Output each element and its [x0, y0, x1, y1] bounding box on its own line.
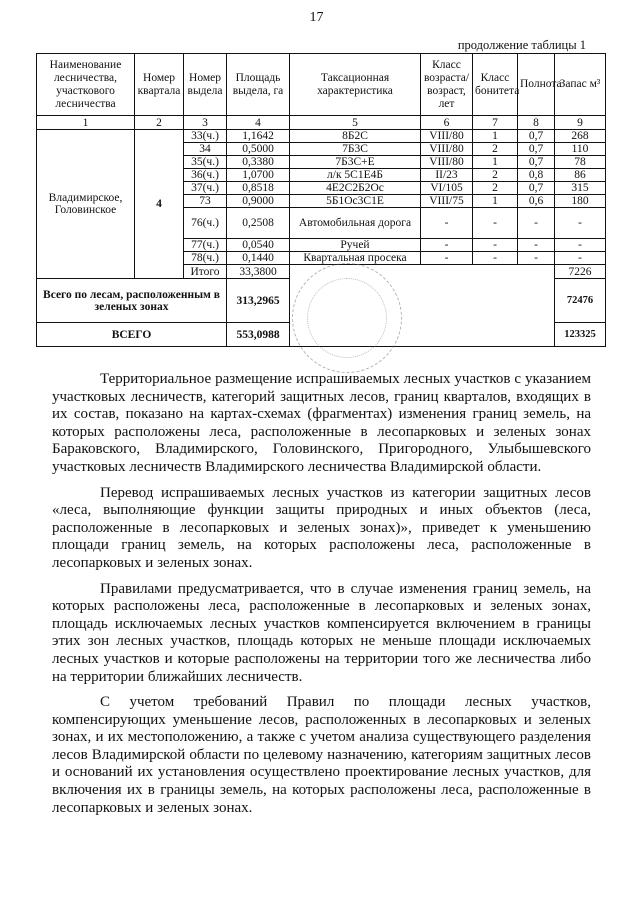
- zapas-cell: 180: [555, 195, 606, 208]
- total-zones-area: 313,2965: [227, 279, 290, 323]
- vydel-cell: 35(ч.): [184, 156, 227, 169]
- taxation-cell: Ручей: [290, 239, 421, 252]
- taxation-cell: 4Е2С2Б2Ос: [290, 182, 421, 195]
- taxation-cell: л/к 5С1Е4Б: [290, 169, 421, 182]
- paragraph: С учетом требований Правил по площади лесных участков, компенсирующих уменьшение лесов, расположенных в лесопарковых и зеленых зонах, и их местоположению, а также с учетом анализа существующего разделения лесов Владимирской области по целевому назначению, категориям защитных лесов и оснований их установления осуществлено проектирование лесных участков, для включения их в границы земель, на которых расположены леса, расположенные в лесопарковых и зеленых зонах.: [52, 694, 591, 816]
- column-number: 6: [421, 116, 473, 130]
- vydel-cell: 76(ч.): [184, 208, 227, 239]
- zapas-cell: 78: [555, 156, 606, 169]
- grand-total-zapas: 123325: [555, 323, 606, 347]
- bonitet-cell: -: [473, 208, 518, 239]
- table-continuation-label: продолжение таблицы 1: [457, 38, 586, 52]
- area-cell: 0,5000: [227, 143, 290, 156]
- header-taxation: Таксационная характеристика: [290, 54, 421, 116]
- polnota-cell: -: [518, 239, 555, 252]
- area-cell: 0,1440: [227, 252, 290, 265]
- vydel-cell: 33(ч.): [184, 130, 227, 143]
- area-cell: 0,0540: [227, 239, 290, 252]
- column-number: 9: [555, 116, 606, 130]
- polnota-cell: 0,7: [518, 143, 555, 156]
- quarter-cell: 4: [135, 130, 184, 279]
- header-quarter: Номер квартала: [135, 54, 184, 116]
- polnota-cell: 0,7: [518, 156, 555, 169]
- polnota-cell: -: [518, 252, 555, 265]
- zapas-cell: 315: [555, 182, 606, 195]
- bonitet-cell: 1: [473, 195, 518, 208]
- header-polnota: Полнота: [518, 54, 555, 116]
- vydel-cell: 77(ч.): [184, 239, 227, 252]
- zapas-cell: -: [555, 239, 606, 252]
- area-cell: 0,9000: [227, 195, 290, 208]
- total-zones-zapas: 72476: [555, 279, 606, 323]
- zapas-cell: -: [555, 208, 606, 239]
- polnota-cell: 0,6: [518, 195, 555, 208]
- total-zones-label: Всего по лесам, расположенным в зеленых зонах: [37, 279, 227, 323]
- taxation-cell: 5Б1Ос3С1Е: [290, 195, 421, 208]
- bonitet-cell: 2: [473, 169, 518, 182]
- column-number: 2: [135, 116, 184, 130]
- column-number: 7: [473, 116, 518, 130]
- vydel-cell: 37(ч.): [184, 182, 227, 195]
- district-cell: Владимирское, Головинское: [37, 130, 135, 279]
- bonitet-cell: 1: [473, 156, 518, 169]
- table-row: [37, 130, 606, 143]
- body-text: [52, 371, 591, 825]
- vydel-cell: 78(ч.): [184, 252, 227, 265]
- column-number: 5: [290, 116, 421, 130]
- header-vydel: Номер выдела: [184, 54, 227, 116]
- column-number: 1: [37, 116, 135, 130]
- stamp-area: [290, 265, 555, 347]
- column-number: 3: [184, 116, 227, 130]
- official-seal-icon: [292, 263, 402, 373]
- header-zapas: Запас м³: [555, 54, 606, 116]
- area-cell: 0,3380: [227, 156, 290, 169]
- header-district: Наименование лесничества, участкового лесничества: [37, 54, 135, 116]
- taxation-cell: 7Б3С: [290, 143, 421, 156]
- paragraph: Правилами предусматривается, что в случае изменения границ земель, на которых расположены леса, расположенные в лесопарковых и зеленых зонах, площадь исключаемых лесных участков компенсируется включением в границы этих зон лесных участков, площадь которых не меньше площади исключаемых лесных участков и которые расположены на территории того же лесничества либо на территории ближайших лесничеств.: [52, 580, 591, 685]
- taxation-cell: Автомобильная дорога: [290, 208, 421, 239]
- header-area: Площадь выдела, га: [227, 54, 290, 116]
- forest-table: [36, 53, 606, 347]
- itogo-area: 33,3800: [227, 265, 290, 279]
- taxation-cell: Квартальная просека: [290, 252, 421, 265]
- area-cell: 1,0700: [227, 169, 290, 182]
- age-cell: -: [421, 252, 473, 265]
- vydel-cell: 34: [184, 143, 227, 156]
- age-cell: VIII/80: [421, 143, 473, 156]
- age-cell: II/23: [421, 169, 473, 182]
- header-bonitet: Класс бонитета: [473, 54, 518, 116]
- grand-total-area: 553,0988: [227, 323, 290, 347]
- age-cell: VIII/80: [421, 130, 473, 143]
- column-number: 4: [227, 116, 290, 130]
- area-cell: 1,1642: [227, 130, 290, 143]
- area-cell: 0,2508: [227, 208, 290, 239]
- zapas-cell: -: [555, 252, 606, 265]
- column-number: 8: [518, 116, 555, 130]
- age-cell: VI/105: [421, 182, 473, 195]
- vydel-cell: 73: [184, 195, 227, 208]
- bonitet-cell: -: [473, 239, 518, 252]
- bonitet-cell: -: [473, 252, 518, 265]
- age-cell: -: [421, 239, 473, 252]
- page-number: 17: [309, 10, 324, 25]
- polnota-cell: 0,8: [518, 169, 555, 182]
- itogo-zapas: 7226: [555, 265, 606, 279]
- zapas-cell: 268: [555, 130, 606, 143]
- taxation-cell: 8Б2С: [290, 130, 421, 143]
- vydel-cell: 36(ч.): [184, 169, 227, 182]
- bonitet-cell: 2: [473, 182, 518, 195]
- polnota-cell: 0,7: [518, 182, 555, 195]
- zapas-cell: 86: [555, 169, 606, 182]
- area-cell: 0,8518: [227, 182, 290, 195]
- grand-total-label: ВСЕГО: [37, 323, 227, 347]
- zapas-cell: 110: [555, 143, 606, 156]
- paragraph: Территориальное размещение испрашиваемых лесных участков с указанием участковых лесничеств, категорий защитных лесов, границ кварталов, входящих в их состав, показано на картах-схемах (фрагментах) изменения границ земель, на которых расположены леса, расположенные в лесопарковых и зеленых зонах Бараковского, Владимирского, Головинского, Пригородного, Улыбышевского участковых лесничеств Владимирского лесничества Владимирской области.: [52, 371, 591, 475]
- bonitet-cell: 2: [473, 143, 518, 156]
- itogo-label: Итого: [184, 265, 227, 279]
- polnota-cell: 0,7: [518, 130, 555, 143]
- age-cell: VIII/75: [421, 195, 473, 208]
- age-cell: -: [421, 208, 473, 239]
- taxation-cell: 7Б3С+Е: [290, 156, 421, 169]
- polnota-cell: -: [518, 208, 555, 239]
- header-age-class: Класс возраста/ возраст, лет: [421, 54, 473, 116]
- paragraph: Перевод испрашиваемых лесных участков из категории защитных лесов «леса, выполняющие функции защиты природных и иных объектов (леса, расположенные в лесопарковых и зеленых зонах)», приведет к уменьшению площади границ земель, на которых расположены леса, расположенные в лесопарковых и зеленых зонах.: [52, 484, 591, 571]
- bonitet-cell: 1: [473, 130, 518, 143]
- age-cell: VIII/80: [421, 156, 473, 169]
